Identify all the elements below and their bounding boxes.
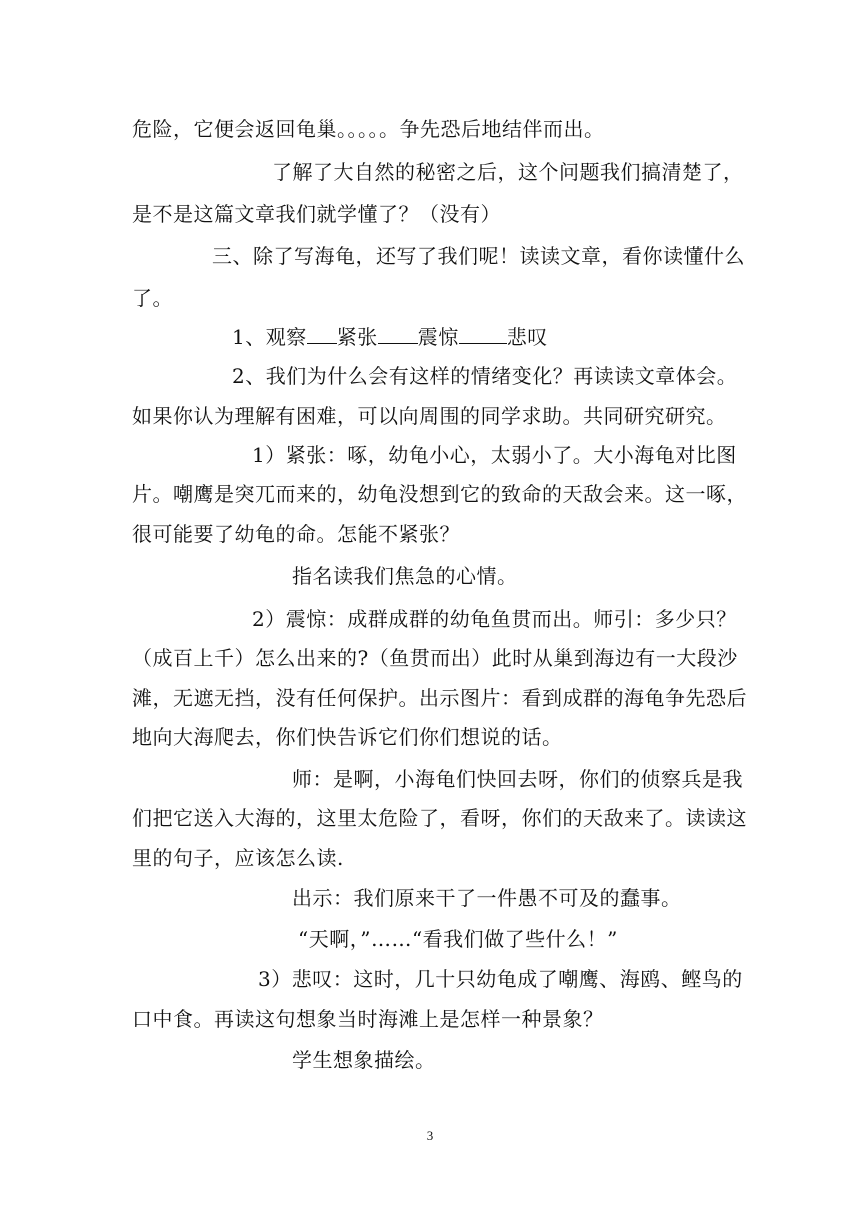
text-line: 了解了大自然的秘密之后，这个问题我们搞清楚了， xyxy=(272,160,744,184)
text-line: “天啊，”……“看我们做了些什么！” xyxy=(298,927,618,951)
observation-word: 悲叹 xyxy=(506,325,548,349)
text-line: 如果你认为理解有困难，可以向周围的同学求助。共同研究研究。 xyxy=(132,404,727,428)
text-line: 危险，它便会返回龟巢。。。。。争先恐后地结伴而出。 xyxy=(132,117,605,141)
fill-blank xyxy=(378,325,418,344)
text-line: 是不是这篇文章我们就学懂了？（没有） xyxy=(132,202,501,226)
text-line: 很可能要了幼龟的命。怎能不紧张？ xyxy=(132,522,460,546)
section-heading: 三、除了写海龟，还写了我们呢！读读文章，看你读懂什么 xyxy=(212,244,745,268)
text-line: 师：是啊，小海龟们快回去呀，你们的侦察兵是我 xyxy=(292,767,743,791)
observation-word: 震惊 xyxy=(417,325,459,349)
text-line: 们把它送入大海的，这里太危险了，看呀，你们的天敌来了。读读这 xyxy=(132,806,747,830)
observation-blank-line xyxy=(232,325,548,349)
text-line: 指名读我们焦急的心情。 xyxy=(292,564,518,588)
text-line: 1）紧张：啄，幼龟小心，太弱小了。大小海龟对比图 xyxy=(252,443,737,467)
text-line: 3）悲叹：这时，几十只幼龟成了嘲鹰、海鸥、鲣鸟的 xyxy=(258,967,743,991)
fill-blank xyxy=(459,325,507,344)
text-line: 里的句子，应该怎么读. xyxy=(132,846,344,870)
text-line: 片。嘲鹰是突兀而来的，幼龟没想到它的致命的天敌会来。这一啄， xyxy=(132,482,747,506)
text-line: 滩，无遮无挡，没有任何保护。出示图片：看到成群的海龟争先恐后 xyxy=(132,686,747,710)
text-line: 学生想象描绘。 xyxy=(292,1048,436,1072)
observation-word: 紧张 xyxy=(336,325,378,349)
text-line: 了。 xyxy=(132,286,173,310)
text-line: （成百上千）怎么出来的?（鱼贯而出）此时从巢到海边有一大段沙 xyxy=(132,646,738,670)
text-line: 2）震惊：成群成群的幼龟鱼贯而出。师引：多少只？ xyxy=(252,607,737,631)
page-number: 3 xyxy=(426,1128,434,1143)
observation-prefix: 1、观察 xyxy=(232,325,307,349)
fill-blank xyxy=(307,325,337,344)
text-line: 出示：我们原来干了一件愚不可及的蠢事。 xyxy=(292,886,682,910)
text-line: 地向大海爬去，你们快告诉它们你们想说的话。 xyxy=(132,725,563,749)
text-line: 口中食。再读这句想象当时海滩上是怎样一种景象？ xyxy=(132,1007,604,1031)
text-line: 2、我们为什么会有这样的情绪变化？再读读文章体会。 xyxy=(232,364,738,388)
